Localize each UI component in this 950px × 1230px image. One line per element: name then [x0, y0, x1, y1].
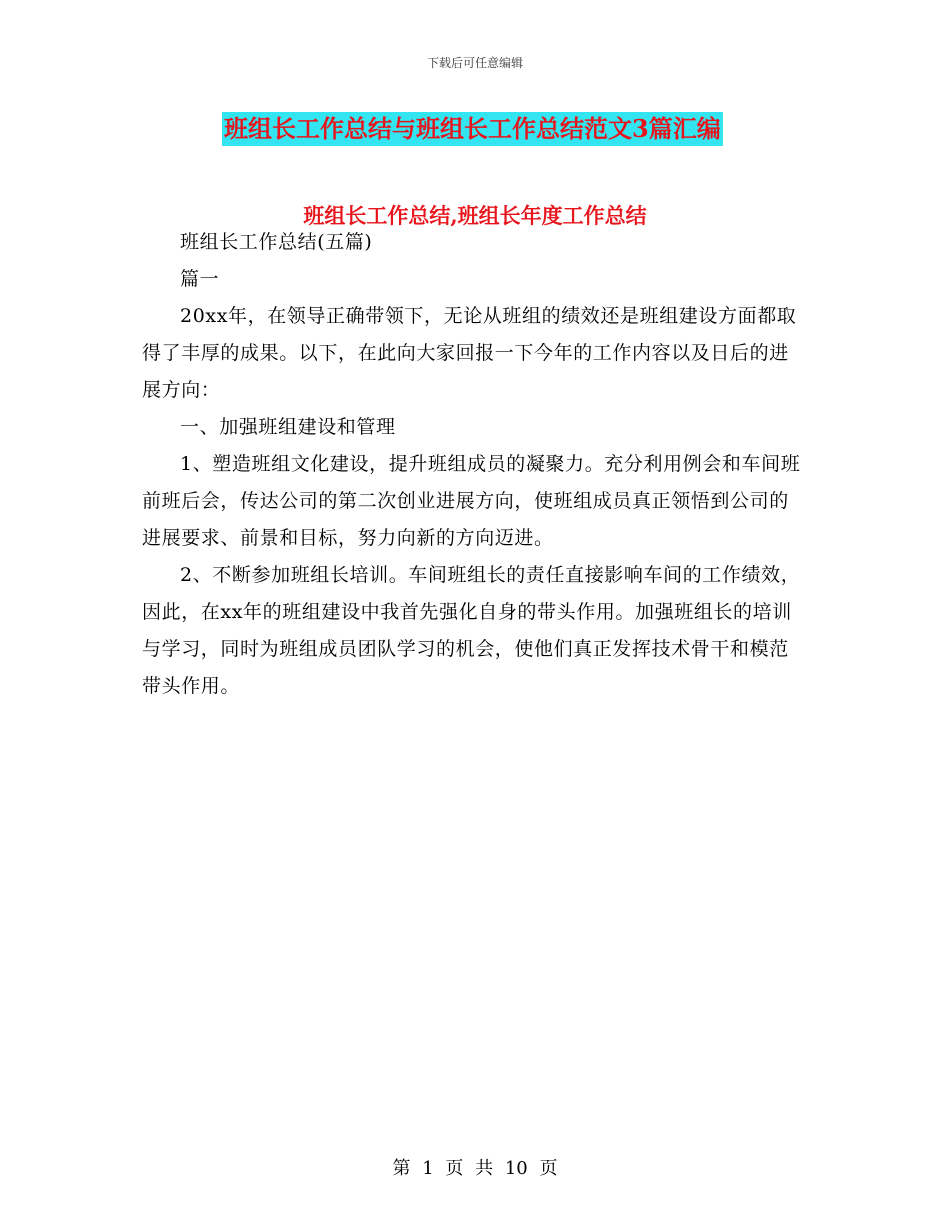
paragraph-heading-one: 一、加强班组建设和管理 — [180, 416, 396, 438]
page-number-footer: 第 1 页 共 10 页 — [392, 1158, 558, 1179]
document-title: 班组长工作总结与班组长工作总结范文3篇汇编 — [222, 112, 723, 146]
paragraph-intro: 20xx年，在领导正确带领下，无论从班组的绩效还是班组建设方面都取得了丰厚的成果。以下，在此向大家回报一下今年的工作内容以及日后的进展方向： — [142, 305, 797, 401]
paragraph-item-one: 1、塑造班组文化建设，提升班组成员的凝聚力。充分利用例会和车间班前班后会，传达公司的第二次创业进展方向，使班组成员真正领悟到公司的进展要求、前景和目标，努力向新的方向迈进。 — [142, 453, 801, 549]
paragraph-part-heading: 篇一 — [180, 268, 220, 290]
section-title: 班组长工作总结,班组长年度工作总结 — [303, 203, 647, 228]
document-body — [142, 224, 808, 705]
header-note: 下载后可任意编辑 — [426, 56, 523, 70]
paragraph-subtitle: 班组长工作总结(五篇) — [180, 231, 373, 253]
paragraph-item-two: 2、不断参加班组长培训。车间班组长的责任直接影响车间的工作绩效，因此，在xx年的班组建设中我首先强化自身的带头作用。加强班组长的培训与学习，同时为班组成员团队学习的机会，使他们真正发挥技术骨干和模范带头作用。 — [142, 564, 801, 697]
